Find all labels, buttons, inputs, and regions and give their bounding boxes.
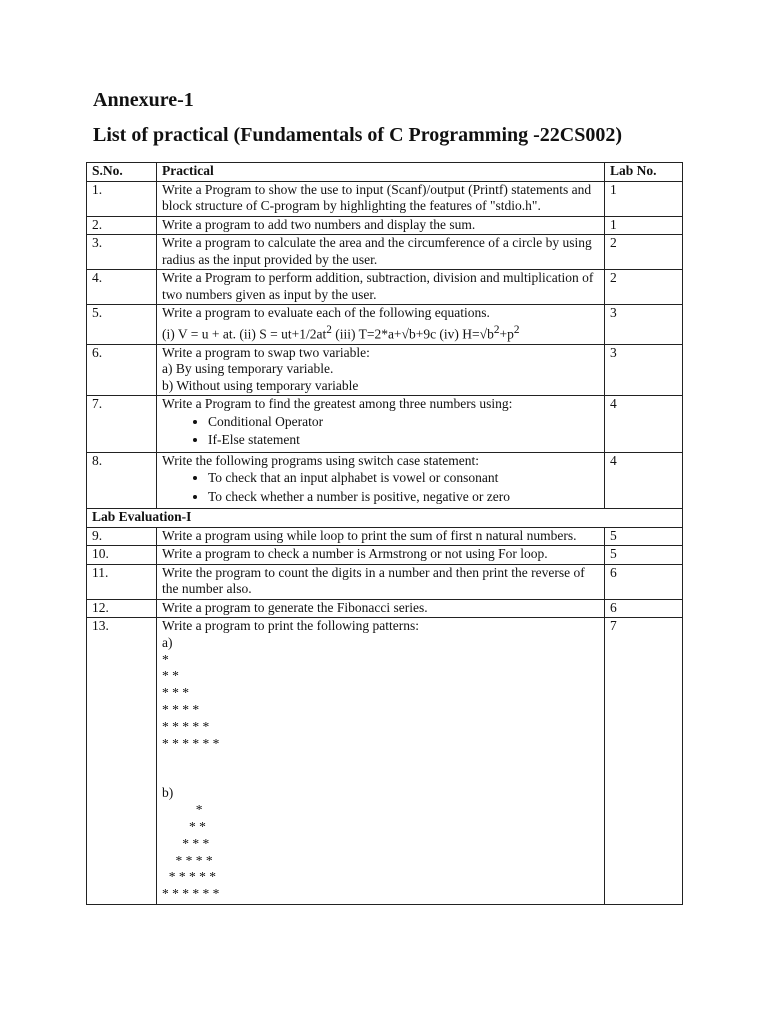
- table-row: [87, 599, 683, 618]
- row-sno: 5.: [87, 305, 157, 345]
- sub-item: b) Without using temporary variable: [162, 377, 359, 393]
- row-sno: 3.: [87, 235, 157, 270]
- row-sno: 1.: [87, 181, 157, 216]
- bullet-item: • To check that an input alphabet is vowel or consonant: [208, 470, 599, 487]
- row-sno: 6.: [87, 344, 157, 396]
- row-practical-text: Write a Program to find the greatest among three numbers using:: [162, 396, 513, 411]
- row-practical-text: Write a program to print the following patterns:: [162, 618, 420, 633]
- row-lab-no: 2: [605, 235, 683, 270]
- sub-item: a) By using temporary variable.: [162, 361, 334, 376]
- row-lab-no: 3: [605, 305, 683, 345]
- table-row: [87, 546, 683, 565]
- superscript: 2: [493, 323, 500, 336]
- pattern-b-line: * * * *: [162, 852, 213, 868]
- pattern-b-line: * * * * *: [162, 869, 216, 885]
- table-row: [87, 305, 683, 345]
- table-row: [87, 396, 683, 453]
- row-practical: Write a program using while loop to print the sum of first n natural numbers.: [157, 527, 605, 546]
- row-sno: 2.: [87, 216, 157, 235]
- row-practical: [157, 396, 605, 453]
- bullet-list: [162, 414, 599, 449]
- row-lab-no: 5: [605, 546, 683, 565]
- bullet-item: • Conditional Operator: [208, 414, 599, 431]
- equation-part: +p: [499, 326, 514, 341]
- annexure-heading: Annexure-1: [93, 89, 194, 111]
- table-row: [87, 618, 683, 905]
- row-sno: 13.: [87, 618, 157, 905]
- row-sno: 12.: [87, 599, 157, 618]
- pattern-a-line: * * * * * *: [162, 735, 220, 751]
- row-lab-no: 1: [605, 181, 683, 216]
- table-row: [87, 216, 683, 235]
- table-row: [87, 564, 683, 599]
- row-lab-no: 6: [605, 599, 683, 618]
- pattern-a-line: * * *: [162, 685, 189, 701]
- row-sno: 8.: [87, 452, 157, 509]
- row-lab-no: 4: [605, 396, 683, 453]
- row-lab-no: 1: [605, 216, 683, 235]
- row-practical-text: Write a program to swap two variable:: [162, 344, 370, 360]
- row-practical: [157, 452, 605, 509]
- row-practical-text: Write a program to evaluate each of the following equations.: [162, 305, 490, 320]
- table-row: [87, 344, 683, 396]
- pattern-a-line: * *: [162, 668, 179, 684]
- table-header-row: [87, 163, 683, 182]
- superscript: 2: [513, 323, 520, 336]
- superscript: 2: [326, 323, 332, 336]
- pattern-spacer: [162, 752, 599, 785]
- pattern-b-line: * * * * * *: [162, 886, 220, 902]
- pattern-b-line: * *: [162, 818, 206, 834]
- row-practical: [157, 344, 605, 396]
- row-lab-no: 5: [605, 527, 683, 546]
- row-practical: Write a Program to show the use to input (Scanf)/output (Printf) statements and block structure of C-program by highlighting the features of "stdio.h".: [157, 181, 605, 216]
- pattern-b-line: * * *: [162, 835, 210, 851]
- table-row: [87, 235, 683, 270]
- row-practical: Write the program to count the digits in a number and then print the reverse of the number also.: [157, 564, 605, 599]
- table-row: [87, 270, 683, 305]
- row-practical: Write a program to check a number is Armstrong or not using For loop.: [157, 546, 605, 565]
- row-practical: Write a program to calculate the area and the circumference of a circle by using radius as the input provided by the user.: [157, 235, 605, 270]
- evaluation-label: Lab Evaluation-I: [87, 509, 683, 528]
- pattern-a-label: a): [162, 634, 173, 650]
- row-practical: [157, 305, 605, 345]
- row-practical: Write a program to add two numbers and display the sum.: [157, 216, 605, 235]
- bullet-item: • To check whether a number is positive, negative or zero: [208, 489, 599, 506]
- row-practical: Write a program to generate the Fibonacci series.: [157, 599, 605, 618]
- practicals-table: [86, 162, 683, 905]
- row-sno: 10.: [87, 546, 157, 565]
- equations-line: [162, 322, 599, 343]
- row-sno: 11.: [87, 564, 157, 599]
- pattern-b-label: b): [162, 785, 174, 801]
- row-lab-no: 6: [605, 564, 683, 599]
- row-sno: 9.: [87, 527, 157, 546]
- row-lab-no: 7: [605, 618, 683, 905]
- pattern-b-line: *: [162, 802, 203, 818]
- equation-part: (iii) T=2*a+√b+9c (iv) H=√b: [331, 326, 494, 341]
- row-sno: 7.: [87, 396, 157, 453]
- table-row: [87, 452, 683, 509]
- equation-part: (i) V = u + at. (ii) S = ut+1/2at: [162, 326, 327, 341]
- table-row: [87, 527, 683, 546]
- pattern-a-line: * * * * *: [162, 718, 210, 734]
- row-practical-text: Write the following programs using switch case statement:: [162, 452, 480, 468]
- document-title: List of practical (Fundamentals of C Programming -22CS002): [93, 124, 623, 146]
- pattern-a-line: * * * *: [162, 701, 200, 717]
- pattern-a-line: *: [162, 651, 169, 667]
- row-lab-no: 2: [605, 270, 683, 305]
- row-practical: Write a Program to perform addition, subtraction, division and multiplication of two numbers given as input by the user.: [157, 270, 605, 305]
- row-lab-no: 4: [605, 452, 683, 509]
- header-practical: Practical: [157, 163, 605, 182]
- header-lab-no: Lab No.: [605, 163, 683, 182]
- header-sno: S.No.: [87, 163, 157, 182]
- bullet-item: • If-Else statement: [208, 432, 599, 449]
- row-sno: 4.: [87, 270, 157, 305]
- evaluation-row: [87, 509, 683, 528]
- table-row: [87, 181, 683, 216]
- row-practical: [157, 618, 605, 905]
- row-lab-no: 3: [605, 344, 683, 396]
- bullet-list: [162, 470, 599, 505]
